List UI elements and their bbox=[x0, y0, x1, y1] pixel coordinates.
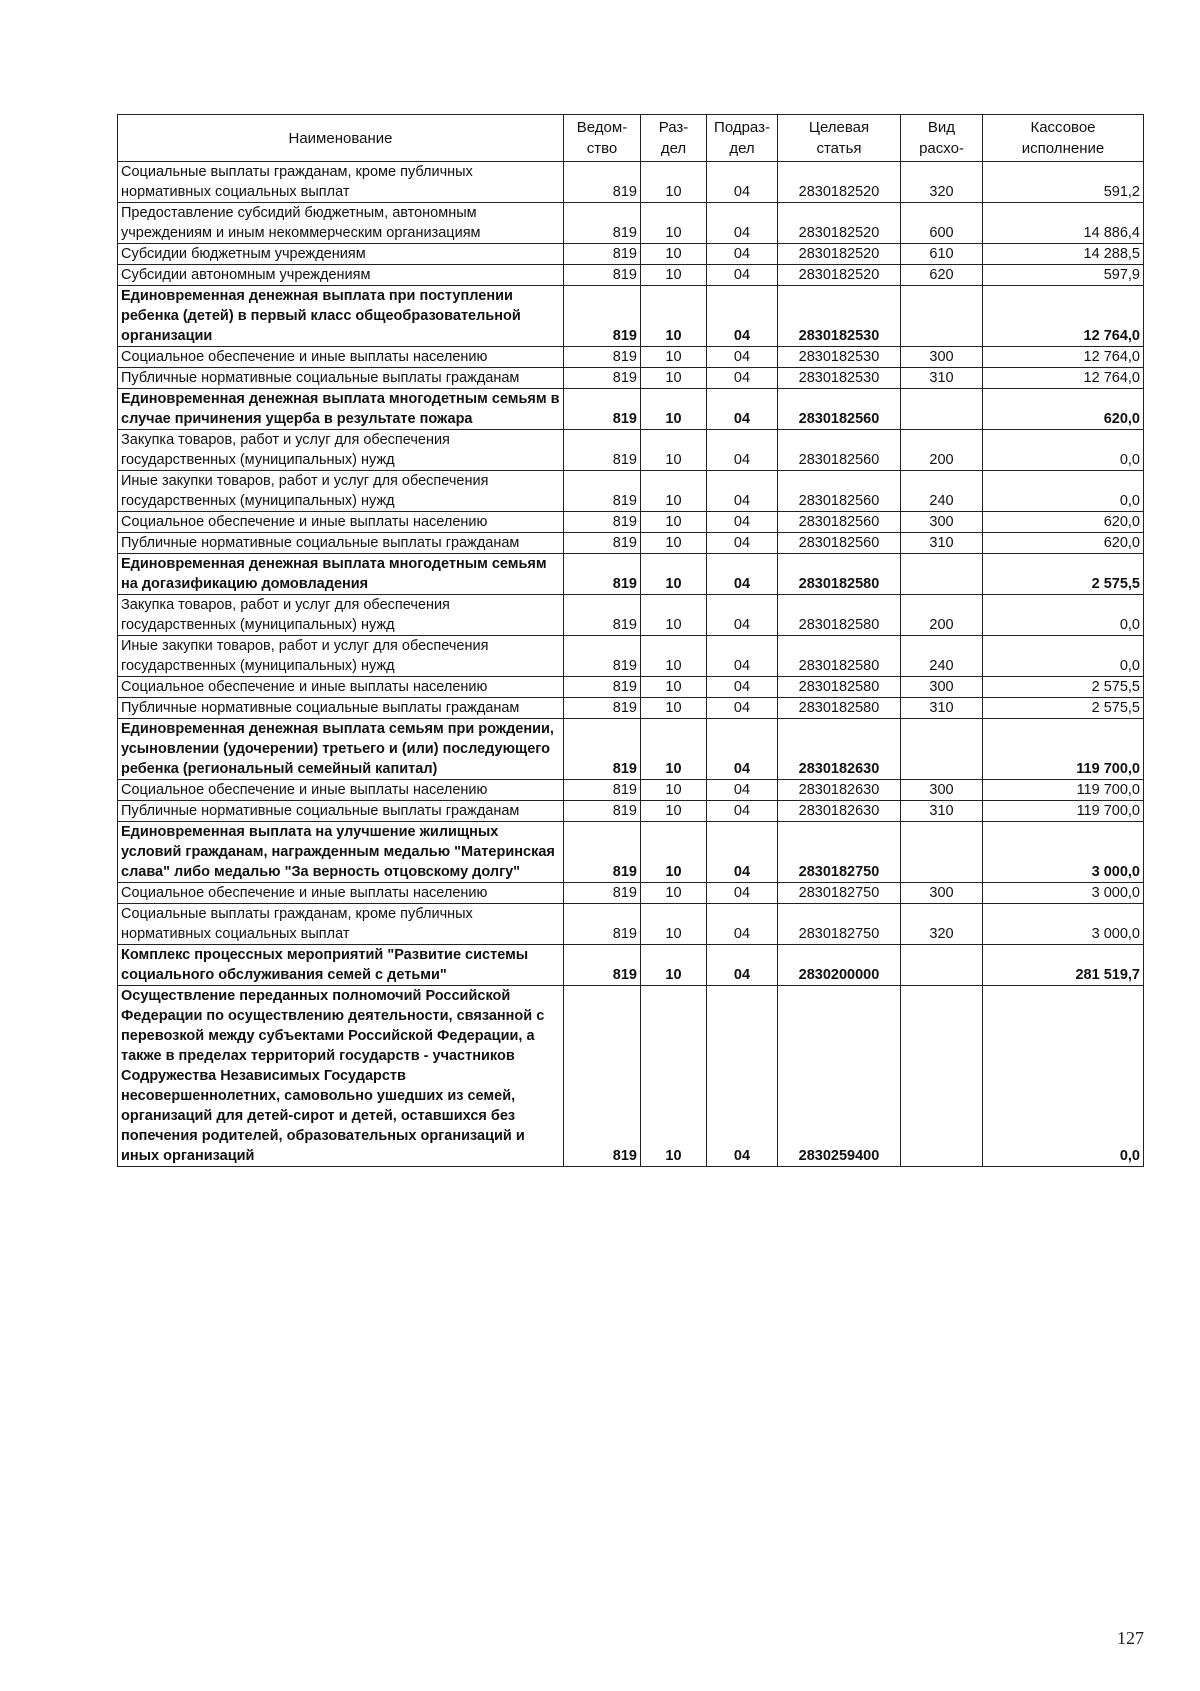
cell-vid bbox=[901, 945, 983, 986]
cell-tsel: 2830182520 bbox=[778, 244, 901, 265]
cell-podr: 04 bbox=[707, 162, 778, 203]
table-row bbox=[118, 512, 1144, 533]
cell-razd: 10 bbox=[641, 636, 707, 677]
cell-podr: 04 bbox=[707, 780, 778, 801]
cell-vid: 310 bbox=[901, 698, 983, 719]
cell-razd: 10 bbox=[641, 945, 707, 986]
cell-ved: 819 bbox=[564, 719, 641, 780]
cell-razd: 10 bbox=[641, 203, 707, 244]
table-row bbox=[118, 244, 1144, 265]
table-row bbox=[118, 162, 1144, 203]
cell-ved: 819 bbox=[564, 677, 641, 698]
cell-kass: 12 764,0 bbox=[983, 347, 1144, 368]
cell-razd: 10 bbox=[641, 286, 707, 347]
cell-razd: 10 bbox=[641, 986, 707, 1167]
cell-tsel: 2830182560 bbox=[778, 389, 901, 430]
cell-kass: 14 886,4 bbox=[983, 203, 1144, 244]
cell-vid: 300 bbox=[901, 780, 983, 801]
cell-tsel: 2830182560 bbox=[778, 512, 901, 533]
cell-name: Публичные нормативные социальные выплаты гражданам bbox=[118, 368, 564, 389]
table-row bbox=[118, 368, 1144, 389]
cell-vid bbox=[901, 822, 983, 883]
cell-razd: 10 bbox=[641, 244, 707, 265]
cell-podr: 04 bbox=[707, 945, 778, 986]
header-ved: Ведом- ство bbox=[564, 115, 641, 162]
cell-podr: 04 bbox=[707, 389, 778, 430]
cell-ved: 819 bbox=[564, 162, 641, 203]
cell-name: Социальное обеспечение и иные выплаты населению bbox=[118, 512, 564, 533]
cell-kass: 620,0 bbox=[983, 389, 1144, 430]
cell-razd: 10 bbox=[641, 554, 707, 595]
cell-vid bbox=[901, 389, 983, 430]
cell-podr: 04 bbox=[707, 698, 778, 719]
table-row bbox=[118, 286, 1144, 347]
cell-kass: 0,0 bbox=[983, 636, 1144, 677]
cell-podr: 04 bbox=[707, 883, 778, 904]
cell-vid: 610 bbox=[901, 244, 983, 265]
cell-ved: 819 bbox=[564, 389, 641, 430]
cell-vid: 300 bbox=[901, 512, 983, 533]
cell-ved: 819 bbox=[564, 780, 641, 801]
table-row bbox=[118, 904, 1144, 945]
cell-kass: 3 000,0 bbox=[983, 904, 1144, 945]
cell-tsel: 2830182630 bbox=[778, 780, 901, 801]
cell-podr: 04 bbox=[707, 822, 778, 883]
table-row bbox=[118, 595, 1144, 636]
table-row bbox=[118, 698, 1144, 719]
cell-kass: 281 519,7 bbox=[983, 945, 1144, 986]
cell-ved: 819 bbox=[564, 286, 641, 347]
cell-podr: 04 bbox=[707, 244, 778, 265]
cell-name: Социальные выплаты гражданам, кроме публичных нормативных социальных выплат bbox=[118, 162, 564, 203]
cell-razd: 10 bbox=[641, 883, 707, 904]
cell-kass: 0,0 bbox=[983, 471, 1144, 512]
cell-kass: 620,0 bbox=[983, 512, 1144, 533]
cell-vid: 200 bbox=[901, 430, 983, 471]
cell-kass: 119 700,0 bbox=[983, 780, 1144, 801]
cell-name: Единовременная денежная выплата многодетным семьям в случае причинения ущерба в результате пожара bbox=[118, 389, 564, 430]
table-row bbox=[118, 636, 1144, 677]
cell-tsel: 2830182750 bbox=[778, 883, 901, 904]
cell-ved: 819 bbox=[564, 636, 641, 677]
cell-razd: 10 bbox=[641, 904, 707, 945]
cell-kass: 2 575,5 bbox=[983, 677, 1144, 698]
cell-vid: 620 bbox=[901, 265, 983, 286]
cell-tsel: 2830182580 bbox=[778, 698, 901, 719]
cell-name: Публичные нормативные социальные выплаты гражданам bbox=[118, 533, 564, 554]
cell-ved: 819 bbox=[564, 945, 641, 986]
cell-name: Закупка товаров, работ и услуг для обеспечения государственных (муниципальных) нужд bbox=[118, 430, 564, 471]
cell-name: Социальное обеспечение и иные выплаты населению bbox=[118, 347, 564, 368]
cell-ved: 819 bbox=[564, 471, 641, 512]
cell-podr: 04 bbox=[707, 801, 778, 822]
cell-tsel: 2830182530 bbox=[778, 347, 901, 368]
cell-vid: 300 bbox=[901, 677, 983, 698]
cell-razd: 10 bbox=[641, 512, 707, 533]
cell-tsel: 2830182520 bbox=[778, 203, 901, 244]
cell-tsel: 2830182630 bbox=[778, 801, 901, 822]
cell-vid: 310 bbox=[901, 801, 983, 822]
cell-name: Закупка товаров, работ и услуг для обеспечения государственных (муниципальных) нужд bbox=[118, 595, 564, 636]
cell-kass: 2 575,5 bbox=[983, 554, 1144, 595]
page-number: 127 bbox=[1117, 1628, 1144, 1648]
cell-vid: 240 bbox=[901, 636, 983, 677]
cell-razd: 10 bbox=[641, 801, 707, 822]
cell-podr: 04 bbox=[707, 904, 778, 945]
cell-tsel: 2830182560 bbox=[778, 430, 901, 471]
cell-kass: 119 700,0 bbox=[983, 719, 1144, 780]
header-vid: Вид расхо- bbox=[901, 115, 983, 162]
table-row bbox=[118, 203, 1144, 244]
table-row bbox=[118, 986, 1144, 1167]
cell-vid: 300 bbox=[901, 347, 983, 368]
cell-razd: 10 bbox=[641, 162, 707, 203]
cell-razd: 10 bbox=[641, 533, 707, 554]
cell-ved: 819 bbox=[564, 512, 641, 533]
cell-name: Социальное обеспечение и иные выплаты населению bbox=[118, 780, 564, 801]
cell-tsel: 2830182750 bbox=[778, 822, 901, 883]
cell-kass: 0,0 bbox=[983, 430, 1144, 471]
cell-razd: 10 bbox=[641, 595, 707, 636]
cell-name: Предоставление субсидий бюджетным, автономным учреждениям и иным некоммерческим организациям bbox=[118, 203, 564, 244]
cell-tsel: 2830182580 bbox=[778, 636, 901, 677]
cell-razd: 10 bbox=[641, 347, 707, 368]
cell-kass: 3 000,0 bbox=[983, 822, 1144, 883]
cell-name: Публичные нормативные социальные выплаты гражданам bbox=[118, 801, 564, 822]
cell-kass: 597,9 bbox=[983, 265, 1144, 286]
cell-ved: 819 bbox=[564, 822, 641, 883]
cell-podr: 04 bbox=[707, 286, 778, 347]
cell-vid bbox=[901, 986, 983, 1167]
cell-ved: 819 bbox=[564, 883, 641, 904]
cell-podr: 04 bbox=[707, 203, 778, 244]
budget-table bbox=[117, 114, 1144, 1167]
cell-ved: 819 bbox=[564, 533, 641, 554]
cell-tsel: 2830182520 bbox=[778, 265, 901, 286]
cell-podr: 04 bbox=[707, 471, 778, 512]
header-razd: Раз- дел bbox=[641, 115, 707, 162]
cell-vid: 320 bbox=[901, 904, 983, 945]
cell-ved: 819 bbox=[564, 430, 641, 471]
cell-name: Иные закупки товаров, работ и услуг для обеспечения государственных (муниципальных) нужд bbox=[118, 636, 564, 677]
table-row bbox=[118, 554, 1144, 595]
cell-vid: 310 bbox=[901, 368, 983, 389]
cell-vid: 600 bbox=[901, 203, 983, 244]
cell-tsel: 2830200000 bbox=[778, 945, 901, 986]
cell-tsel: 2830182530 bbox=[778, 368, 901, 389]
cell-podr: 04 bbox=[707, 533, 778, 554]
cell-vid: 300 bbox=[901, 883, 983, 904]
cell-podr: 04 bbox=[707, 347, 778, 368]
cell-razd: 10 bbox=[641, 719, 707, 780]
cell-ved: 819 bbox=[564, 347, 641, 368]
table-row bbox=[118, 801, 1144, 822]
cell-name: Публичные нормативные социальные выплаты гражданам bbox=[118, 698, 564, 719]
cell-razd: 10 bbox=[641, 698, 707, 719]
cell-kass: 2 575,5 bbox=[983, 698, 1144, 719]
cell-tsel: 2830182530 bbox=[778, 286, 901, 347]
cell-ved: 819 bbox=[564, 904, 641, 945]
cell-razd: 10 bbox=[641, 677, 707, 698]
cell-ved: 819 bbox=[564, 801, 641, 822]
cell-ved: 819 bbox=[564, 265, 641, 286]
cell-ved: 819 bbox=[564, 595, 641, 636]
cell-ved: 819 bbox=[564, 244, 641, 265]
table-row bbox=[118, 677, 1144, 698]
table-row bbox=[118, 883, 1144, 904]
cell-name: Социальные выплаты гражданам, кроме публичных нормативных социальных выплат bbox=[118, 904, 564, 945]
cell-name: Субсидии бюджетным учреждениям bbox=[118, 244, 564, 265]
cell-razd: 10 bbox=[641, 780, 707, 801]
cell-tsel: 2830182630 bbox=[778, 719, 901, 780]
table-row bbox=[118, 533, 1144, 554]
header-name: Наименование bbox=[118, 115, 564, 162]
cell-podr: 04 bbox=[707, 595, 778, 636]
cell-tsel: 2830182520 bbox=[778, 162, 901, 203]
cell-vid: 240 bbox=[901, 471, 983, 512]
table-row bbox=[118, 347, 1144, 368]
cell-name: Единовременная денежная выплата семьям при рождении, усыновлении (удочерении) третьего и (или) последующего ребенка (региональный семейный капитал) bbox=[118, 719, 564, 780]
table-row bbox=[118, 822, 1144, 883]
cell-ved: 819 bbox=[564, 203, 641, 244]
cell-name: Единовременная денежная выплата при поступлении ребенка (детей) в первый класс общеобразовательной организации bbox=[118, 286, 564, 347]
cell-ved: 819 bbox=[564, 986, 641, 1167]
table-row bbox=[118, 471, 1144, 512]
cell-podr: 04 bbox=[707, 677, 778, 698]
cell-razd: 10 bbox=[641, 471, 707, 512]
cell-name: Социальное обеспечение и иные выплаты населению bbox=[118, 677, 564, 698]
cell-podr: 04 bbox=[707, 636, 778, 677]
cell-vid bbox=[901, 719, 983, 780]
cell-kass: 119 700,0 bbox=[983, 801, 1144, 822]
cell-podr: 04 bbox=[707, 265, 778, 286]
cell-name: Социальное обеспечение и иные выплаты населению bbox=[118, 883, 564, 904]
cell-kass: 12 764,0 bbox=[983, 368, 1144, 389]
cell-vid bbox=[901, 286, 983, 347]
header-tsel: Целевая статья bbox=[778, 115, 901, 162]
cell-kass: 620,0 bbox=[983, 533, 1144, 554]
cell-kass: 3 000,0 bbox=[983, 883, 1144, 904]
cell-name: Субсидии автономным учреждениям bbox=[118, 265, 564, 286]
table-row bbox=[118, 780, 1144, 801]
cell-podr: 04 bbox=[707, 719, 778, 780]
cell-tsel: 2830182750 bbox=[778, 904, 901, 945]
cell-kass: 0,0 bbox=[983, 986, 1144, 1167]
cell-vid: 310 bbox=[901, 533, 983, 554]
cell-tsel: 2830259400 bbox=[778, 986, 901, 1167]
cell-name: Иные закупки товаров, работ и услуг для обеспечения государственных (муниципальных) нужд bbox=[118, 471, 564, 512]
cell-podr: 04 bbox=[707, 986, 778, 1167]
table-header-row bbox=[118, 115, 1144, 162]
cell-tsel: 2830182580 bbox=[778, 677, 901, 698]
cell-name: Комплекс процессных мероприятий "Развитие системы социального обслуживания семей с детьми" bbox=[118, 945, 564, 986]
table-body bbox=[118, 162, 1144, 1167]
cell-name: Единовременная денежная выплата многодетным семьям на догазификацию домовладения bbox=[118, 554, 564, 595]
table-row bbox=[118, 719, 1144, 780]
cell-vid: 320 bbox=[901, 162, 983, 203]
cell-kass: 12 764,0 bbox=[983, 286, 1144, 347]
cell-kass: 0,0 bbox=[983, 595, 1144, 636]
cell-name: Единовременная выплата на улучшение жилищных условий гражданам, награжденным медалью "Материнская слава" либо медалью "За верность отцовскому долгу" bbox=[118, 822, 564, 883]
header-podr: Подраз- дел bbox=[707, 115, 778, 162]
cell-razd: 10 bbox=[641, 822, 707, 883]
cell-razd: 10 bbox=[641, 430, 707, 471]
cell-tsel: 2830182560 bbox=[778, 471, 901, 512]
cell-name: Осуществление переданных полномочий Российской Федерации по осуществлению деятельности, связанной с перевозкой между субъектами Российской Федерации, а также в пределах территорий государств - участников Содружества Независимых Государств несовершеннолетних, самовольно ушедших из семей, организаций для детей-сирот и детей, оставшихся без попечения родителей, образовательных организаций и иных организаций bbox=[118, 986, 564, 1167]
cell-razd: 10 bbox=[641, 265, 707, 286]
cell-podr: 04 bbox=[707, 430, 778, 471]
cell-kass: 591,2 bbox=[983, 162, 1144, 203]
table-row bbox=[118, 945, 1144, 986]
cell-razd: 10 bbox=[641, 368, 707, 389]
cell-podr: 04 bbox=[707, 512, 778, 533]
header-kass: Кассовое исполнение bbox=[983, 115, 1144, 162]
cell-vid bbox=[901, 554, 983, 595]
cell-ved: 819 bbox=[564, 554, 641, 595]
cell-ved: 819 bbox=[564, 698, 641, 719]
cell-podr: 04 bbox=[707, 368, 778, 389]
cell-razd: 10 bbox=[641, 389, 707, 430]
cell-podr: 04 bbox=[707, 554, 778, 595]
table-row bbox=[118, 265, 1144, 286]
table-row bbox=[118, 430, 1144, 471]
cell-tsel: 2830182580 bbox=[778, 554, 901, 595]
cell-tsel: 2830182560 bbox=[778, 533, 901, 554]
cell-ved: 819 bbox=[564, 368, 641, 389]
cell-kass: 14 288,5 bbox=[983, 244, 1144, 265]
table-row bbox=[118, 389, 1144, 430]
cell-vid: 200 bbox=[901, 595, 983, 636]
cell-tsel: 2830182580 bbox=[778, 595, 901, 636]
